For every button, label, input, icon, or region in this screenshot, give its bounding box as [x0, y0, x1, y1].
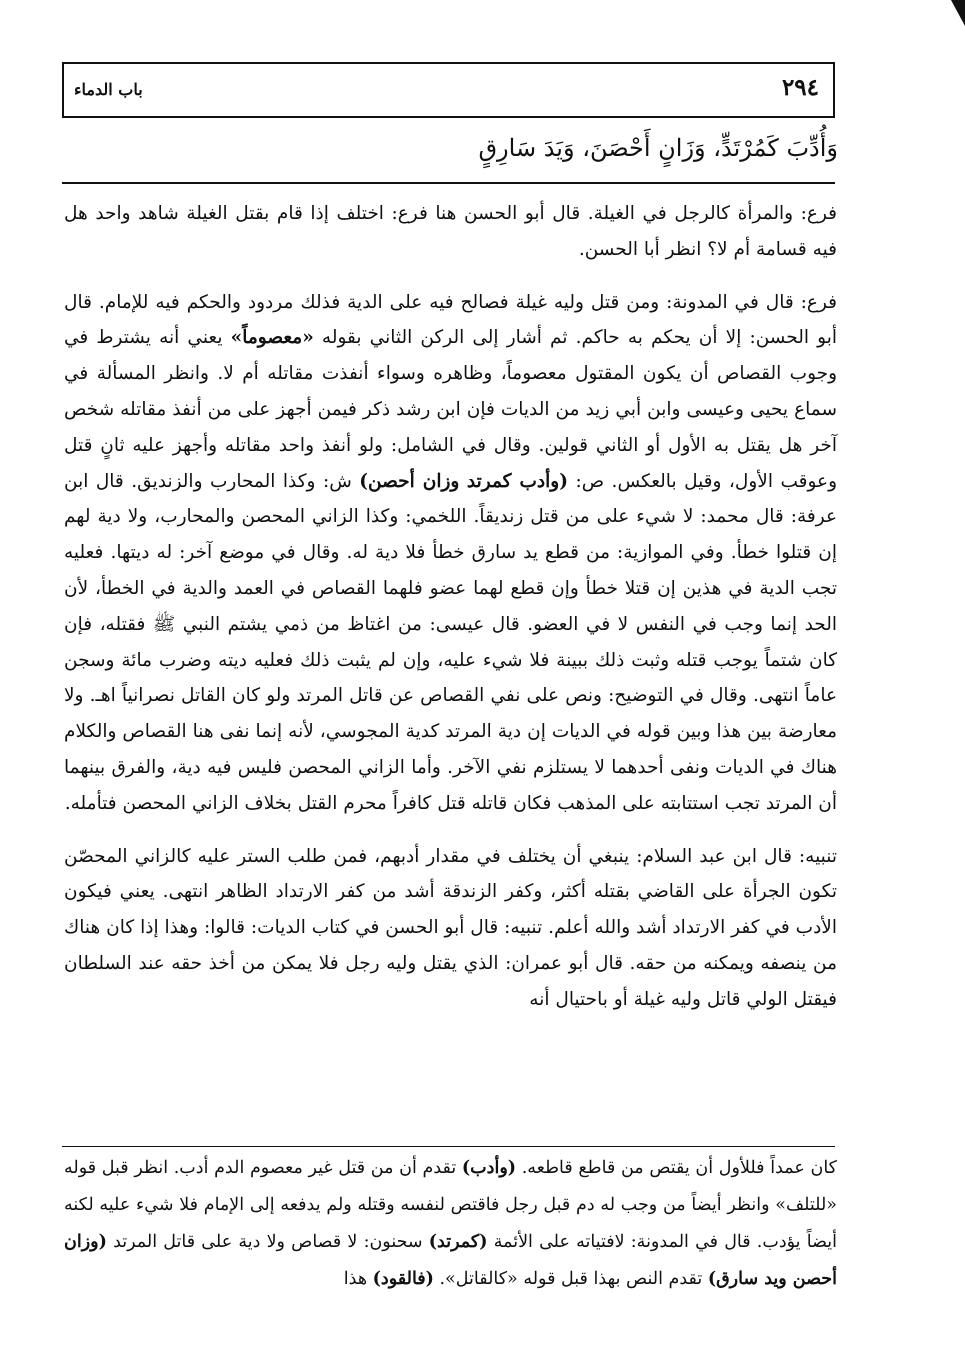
line: فرع: قال في المدونة: ومن قتل وليه غيلة فصالح فيه على الدية فذلك مردود والحكم — [186, 291, 837, 313]
line: قتلا خطأ وإن قطع لهما عضو فلهما القصاص في العمد والدية في الخطأ، لأن الحد إنما وجب — [64, 577, 837, 635]
line: إنما نفى هنا القصاص والكلام هناك في الديات ونفى أحدهما لا يستلزم نفي الآخر. وأما — [64, 721, 837, 778]
quoted-matn: (وأدب كمرتد — [466, 470, 568, 492]
line: فرع: والمرأة كالرجل في الغيلة. قال أبو الحسن هنا فرع: اختلف إذا قام بقتل الغيلة — [186, 203, 837, 224]
line: أم لا. وانظر المسألة في سماع يحيى وعيسى وابن أبي زيد من الديات فإن ابن رشد ذكر فيمن — [64, 363, 837, 420]
line: شيء عليه لكنه أيضاً يؤدب. قال في المدونة: لافتياته على الأئمة — [64, 1195, 837, 1252]
quoted-matn: (وزان أحصن ويد سارق) — [64, 1232, 837, 1289]
line: قطع يد سارق خطأ فلا دية له. وقال في موضع آخر: له ديتها. فعليه تجب الدية في هذين إن — [64, 542, 837, 599]
line: وسجن عاماً انتهى. وقال في التوضيح: ونص على نفي القصاص عن قاتل المرتد ولو كان — [64, 649, 838, 707]
page-number: ٢٩٤ — [781, 74, 819, 101]
line: زنديقاً. اللخمي: وكذا الزاني المحصن والمحارب، ولا دية لهم إن قتلوا خطأ. وفي الموازية: من — [64, 506, 837, 564]
line: فيه للإمام. قال أبو الحسن: إلا أن يحكم به حاكم. ثم أشار إلى الركن الثاني بقوله — [64, 291, 837, 349]
line: دية على قاتل المرتد — [106, 1232, 261, 1252]
matn-text: وَأُدِّبَ كَمُرْتَدٍّ، وَزَانٍ أَحْصَنَ، وَيَدَ سَارِقٍ — [478, 134, 838, 162]
line: كان عمداً فللأول أن يقتص من قاطع قاطعه. — [516, 1158, 837, 1178]
footnote-divider — [62, 1146, 835, 1147]
line: القاتل نصرانياً اهـ. ولا معارضة بين هذا وبين قوله في الديات إن دية المرتد كدية المجوسي، لأنه — [64, 685, 837, 743]
quoted-matn: (وأدب) — [461, 1158, 517, 1178]
line: تقدم النص بهذا قبل قوله «كالقاتل». — [433, 1269, 708, 1289]
line: ولو أنفذ واحد مقاتله وأجهز عليه ثانٍ قتل وعوقب الأول، وقيل بالعكس. ص: — [64, 434, 837, 492]
line: كافراً محرم القتل بخلاف الزاني المحصن فتأمله. — [64, 792, 432, 814]
line: سحنون: لا قصاص ولا — [266, 1232, 429, 1252]
line: تنبيه: قال ابن عبد السلام: ينبغي أن يختلف في مقدار أدبهم، فمن طلب الستر عليه — [197, 845, 837, 867]
quoted-matn: وزان أحصن) — [359, 470, 460, 492]
line: تقدم أن من قتل غير معصوم الدم أدب. انظر — [134, 1158, 462, 1178]
running-header — [62, 62, 835, 118]
footnote-gloss — [64, 1150, 837, 1298]
quoted-matn: (فالقود) — [372, 1269, 434, 1289]
paragraph-mudawwana — [64, 285, 837, 822]
footnote-paragraph — [64, 1150, 837, 1298]
line: يقتل وليه رجل فلا يمكن من أخذ حقه عند السلطان فيقتل الولي قاتل وليه غيلة أو باحتيال أنه — [64, 952, 837, 1010]
line: الظاهر انتهى. يعني فيكون الأدب في كفر الارتداد أشد والله أعلم. تنبيه: قال أبو الحسن في — [64, 881, 837, 939]
line: أجهز على من أنفذ مقاتله شخص آخر هل يقتل به الأول أو الثاني قولين. وقال في الشامل: — [64, 398, 837, 456]
matn-divider — [62, 182, 835, 184]
paragraph-tanbih — [64, 839, 837, 1018]
line: شاهد واحد هل فيه قسامة أم لا؟ انظر أبا الحسن. — [64, 203, 837, 260]
line: شتماً يوجب قتله وثبت ذلك ببينة فلا شيء عليه، وإن لم يثبت ذلك فعليه ديته وضرب مائة — [121, 649, 803, 671]
line: الزاني المحصن فليس فيه دية، والفرق بينهما أن المرتد تجب استتابته على المذهب فكان قاتله قتل — [64, 756, 837, 814]
line: في النفس لا في العضو. قال عيسى: من اغتاظ من ذمي يشتم النبي ﷺ فقتله، فإن كان — [64, 613, 838, 671]
page-corner-mark — [951, 0, 965, 26]
line: كالزاني المحصّن تكون الجرأة على القاضي بقتله أكثر، وكفر الزندقة أشد من كفر الارتداد — [64, 845, 837, 903]
quoted-matn: (كمرتد) — [428, 1232, 488, 1252]
line: ش: وكذا المحارب والزنديق. قال ابن عرفة: قال محمد: لا شيء على من قتل — [64, 470, 837, 528]
commentary-body — [64, 196, 837, 1018]
line: قبل قوله «للتلف» وانظر أيضاً من وجب له دم قبل رجل فاقتص لنفسه وقتله ولم يدفعه إلى الإمام فلا — [64, 1158, 837, 1215]
paragraph-far — [64, 196, 837, 268]
chapter-title: باب الدماء — [74, 80, 143, 99]
line: كتاب الديات: قالوا: وهذا إذا كان هناك من ينصفه ويمكنه من حقه. قال أبو عمران: الذي — [64, 917, 837, 974]
quoted-term: «معصوماً» — [230, 327, 314, 349]
line: يعني أنه يشترط في وجوب القصاص أن يكون المقتول معصوماً، وظاهره وسواء أنفذت مقاتله — [64, 327, 838, 385]
line: هذا — [343, 1269, 373, 1289]
